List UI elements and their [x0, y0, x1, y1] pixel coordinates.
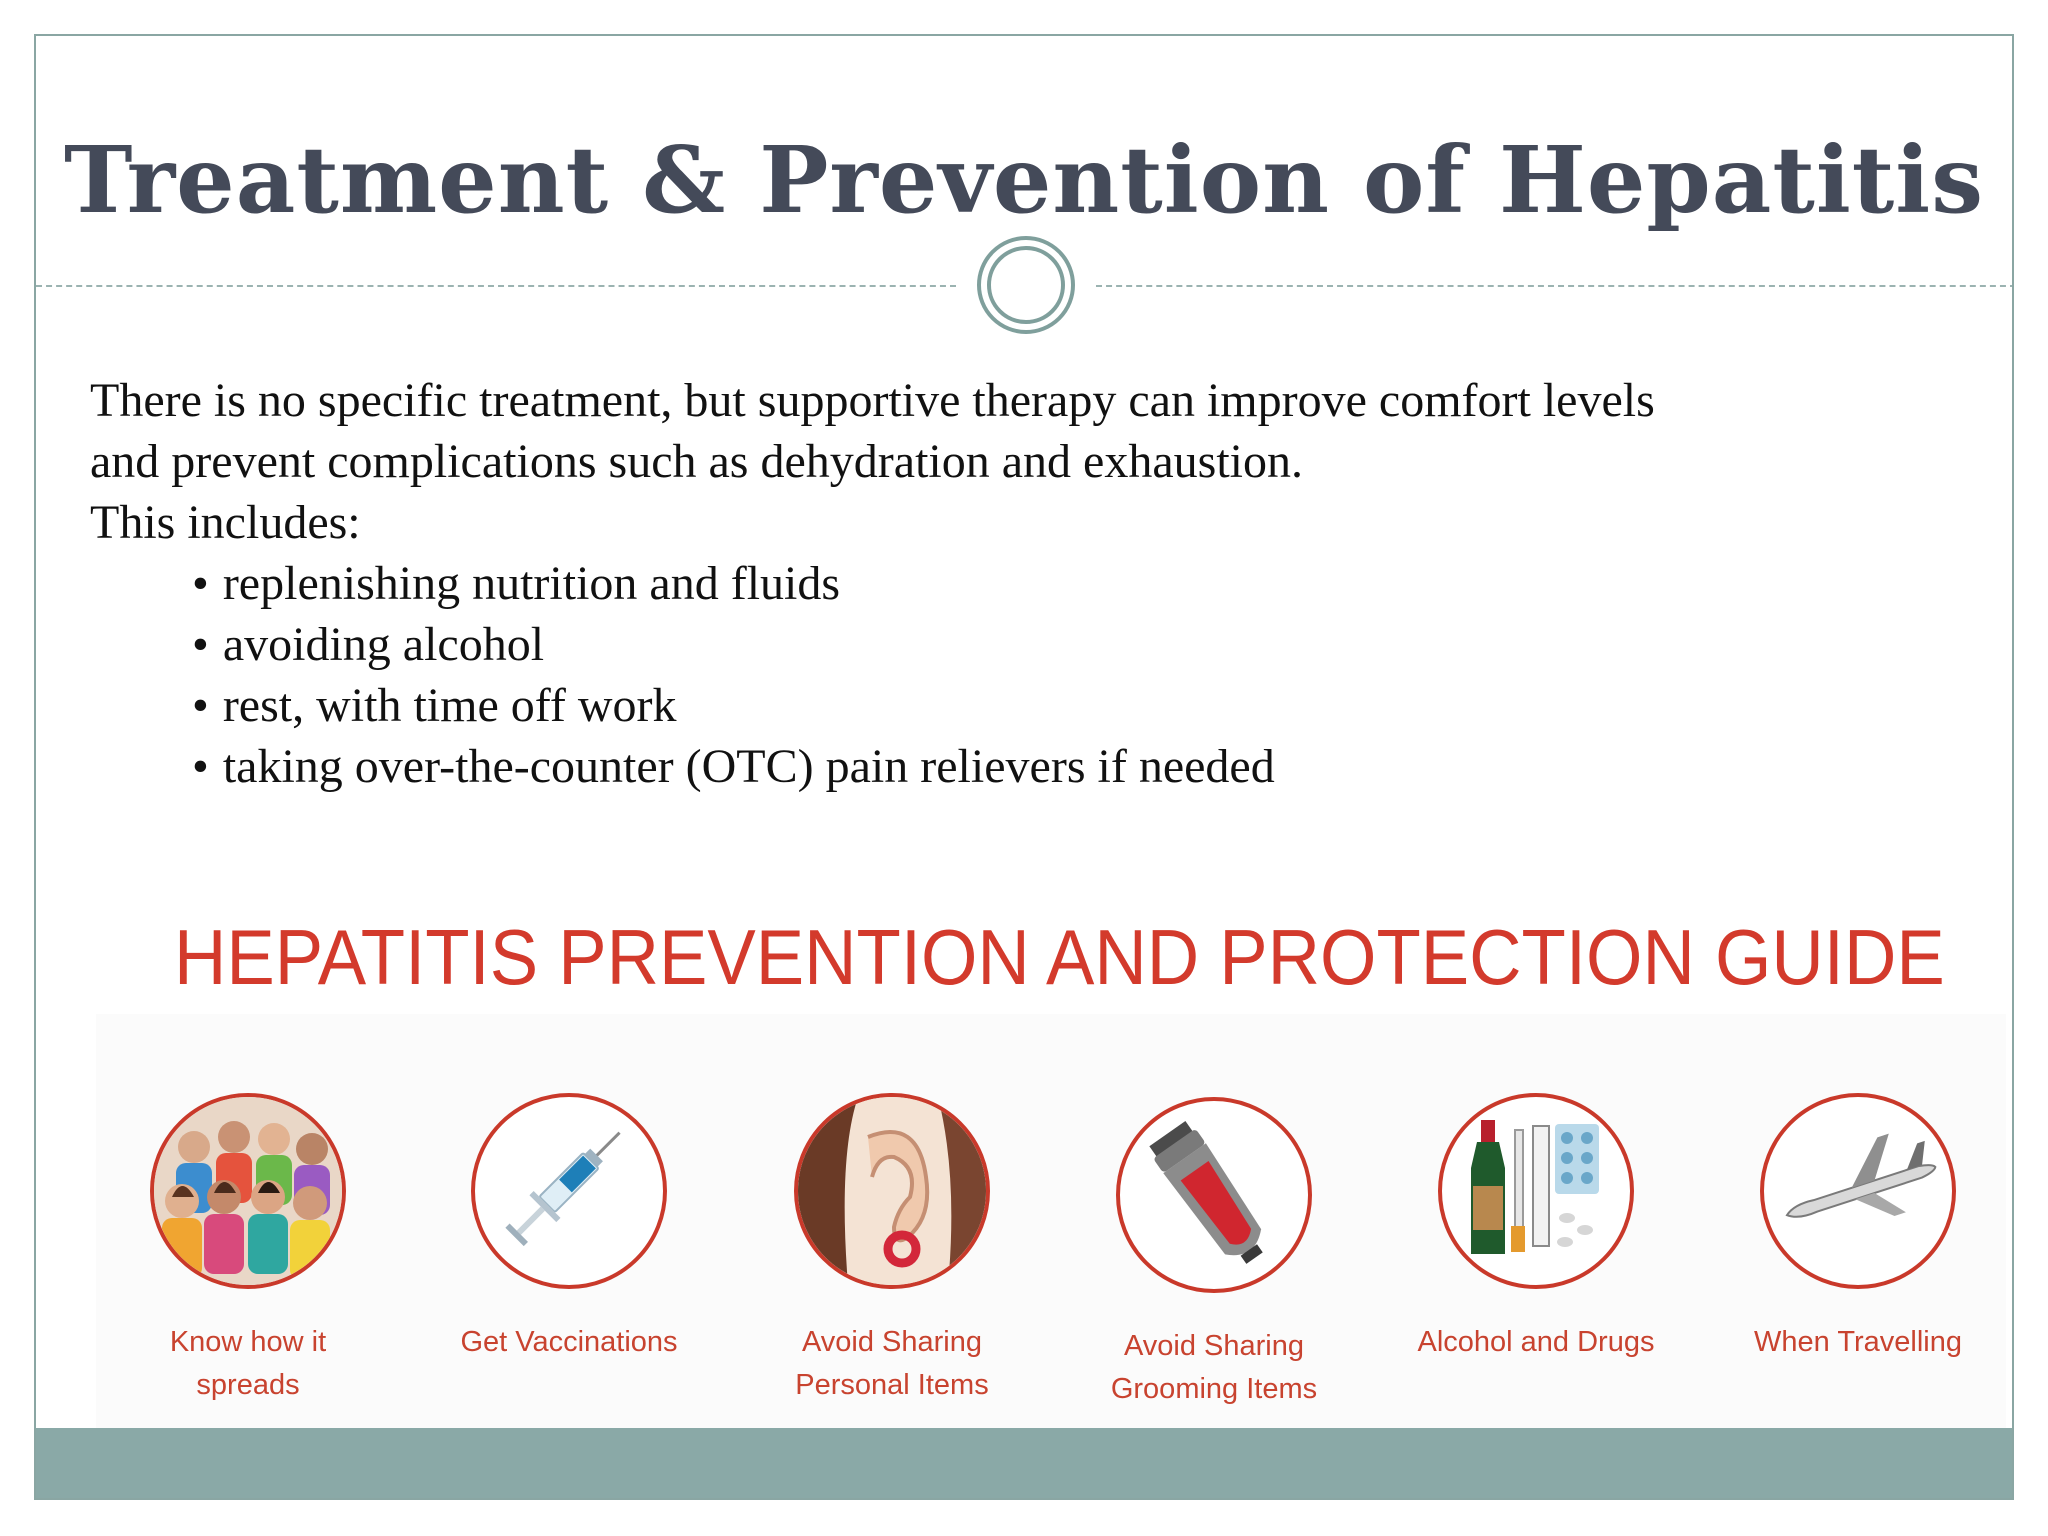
ear-earring-icon — [794, 1093, 990, 1289]
bullet-icon: • — [192, 679, 209, 732]
bullet-icon: • — [192, 740, 209, 793]
list-item — [192, 736, 1990, 797]
list-item-text: replenishing nutrition and fluids — [222, 557, 841, 610]
guide-item-label — [1416, 1321, 1656, 1364]
list-item — [192, 614, 1990, 675]
guide-item-label — [1094, 1325, 1334, 1411]
airplane-icon — [1760, 1093, 1956, 1289]
guide-item-alcohol-drugs — [1416, 1093, 1656, 1364]
guide-label-line: Grooming Items — [1110, 1373, 1318, 1405]
syringe-icon — [471, 1093, 667, 1289]
list-item — [192, 553, 1990, 614]
paragraph-line: and prevent complications such as dehydration and exhaustion. — [90, 435, 1304, 488]
list-item-text: avoiding alcohol — [222, 618, 545, 671]
hair-clipper-icon — [1116, 1097, 1312, 1293]
list-item-text: rest, with time off work — [222, 679, 677, 732]
bullet-icon: • — [192, 557, 209, 610]
title-divider-right — [1096, 285, 2014, 287]
body-text — [90, 370, 1990, 797]
footer-bar — [36, 1428, 2012, 1498]
slide — [34, 34, 2014, 1500]
guide-item-label — [128, 1321, 368, 1407]
guide-label-line: Avoid Sharing — [1123, 1330, 1305, 1362]
guide-item-personal-items — [772, 1093, 1012, 1407]
title-divider-left — [36, 285, 956, 287]
treatment-list — [90, 553, 1990, 797]
guide-label-line: Personal Items — [795, 1369, 989, 1401]
guide-item-grooming-items — [1094, 1097, 1334, 1411]
guide-title: HEPATITIS PREVENTION AND PROTECTION GUIDE — [174, 913, 1945, 1001]
guide-label-line: When Travelling — [1754, 1326, 1962, 1358]
bottle-syringe-pills-icon — [1438, 1093, 1634, 1289]
guide-item-vaccinations — [449, 1093, 689, 1364]
guide-item-label — [449, 1321, 689, 1364]
people-crowd-icon — [150, 1093, 346, 1289]
guide-label-line: spreads — [196, 1369, 300, 1401]
guide-item-label — [1738, 1321, 1978, 1364]
guide-label-line: Get Vaccinations — [460, 1326, 678, 1358]
guide-label-line: Avoid Sharing — [801, 1326, 983, 1358]
bullet-icon: • — [192, 618, 209, 671]
prevention-guide-panel — [96, 1014, 2006, 1464]
list-item-text: taking over-the-counter (OTC) pain relievers if needed — [222, 740, 1275, 793]
paragraph-line: This includes: — [90, 496, 361, 549]
slide-title: Treatment & Prevention of Hepatitis — [63, 126, 1985, 234]
guide-label-line: Alcohol and Drugs — [1417, 1326, 1655, 1358]
guide-item-travelling — [1738, 1093, 1978, 1364]
circle-ornament-icon — [976, 235, 1076, 335]
guide-item-know-spreads — [128, 1093, 368, 1407]
list-item — [192, 675, 1990, 736]
guide-item-label — [772, 1321, 1012, 1407]
paragraph-line: There is no specific treatment, but supportive therapy can improve comfort levels — [90, 374, 1655, 427]
guide-label-line: Know how it — [169, 1326, 327, 1358]
